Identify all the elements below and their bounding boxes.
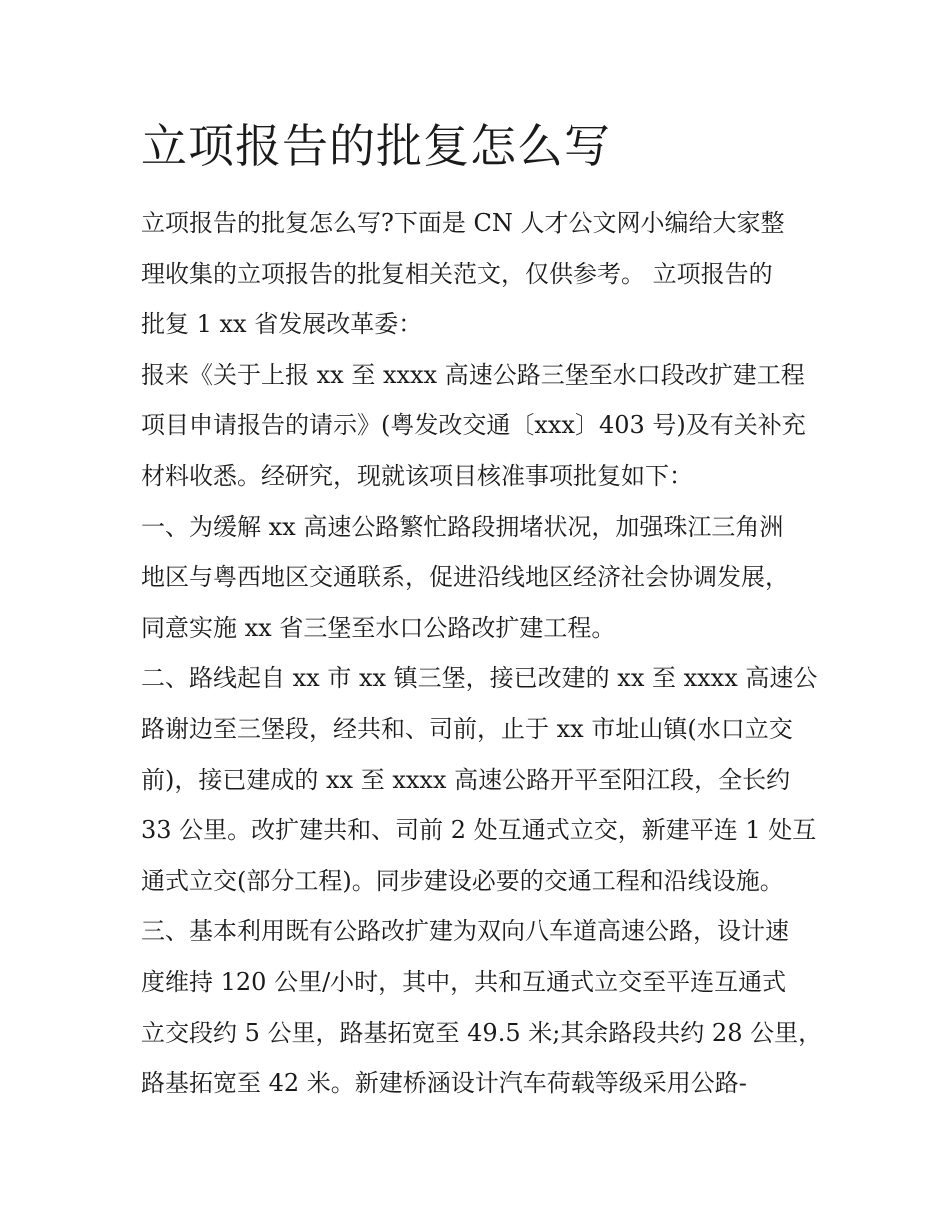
body-line: 报来《关于上报 xx 至 xxxx 高速公路三堡至水口段改扩建工程 [141,360,805,389]
body-line: 批复 1 xx 省发展改革委： [141,310,423,339]
body-line: 路基拓宽至 42 米。新建桥涵设计汽车荷载等级采用公路- [141,1069,747,1098]
body-line: 一、为缓解 xx 高速公路繁忙路段拥堵状况，加强珠江三角洲 [141,512,784,541]
body-line: 路谢边至三堡段，经共和、司前，止于 xx 市址山镇(水口立交 [141,714,793,743]
body-line: 立项报告的批复怎么写?下面是 CN 人才公文网小编给大家整 [141,209,785,237]
body-line: 同意实施 xx 省三堡至水口公路改扩建工程。 [141,613,616,642]
body-line: 度维持 120 公里/小时，其中，共和互通式立交至平连互通式 [141,967,787,996]
body-line: 前)，接已建成的 xx 至 xxxx 高速公路开平至阳江段，全长约 [141,765,791,794]
body-line: 三、基本利用既有公路改扩建为双向八车道高速公路，设计速 [141,917,789,946]
document-page [141,112,821,1109]
body-line: 地区与粤西地区交通联系，促进沿线地区经济社会协调发展， [141,563,789,592]
body-line: 二、路线起自 xx 市 xx 镇三堡，接已改建的 xx 至 xxxx 高速公 [141,664,818,693]
body-line: 理收集的立项报告的批复相关范文，仅供参考。 立项报告的 [141,259,773,288]
document-title: 立项报告的批复怎么写 [141,119,611,173]
body-line: 材料收悉。经研究，现就该项目核准事项批复如下： [141,461,693,490]
body-line: 通式立交(部分工程)。同步建设必要的交通工程和沿线设施。 [141,866,784,895]
body-line: 33 公里。改扩建共和、司前 2 处互通式立交，新建平连 1 处互 [141,816,817,845]
document-body [141,198,821,1109]
body-line: 立交段约 5 公里，路基拓宽至 49.5 米;其余路段共约 28 公里， [141,1018,823,1047]
body-line: 项目申请报告的请示》(粤发改交通〔xxx〕403 号)及有关补充 [141,411,806,440]
